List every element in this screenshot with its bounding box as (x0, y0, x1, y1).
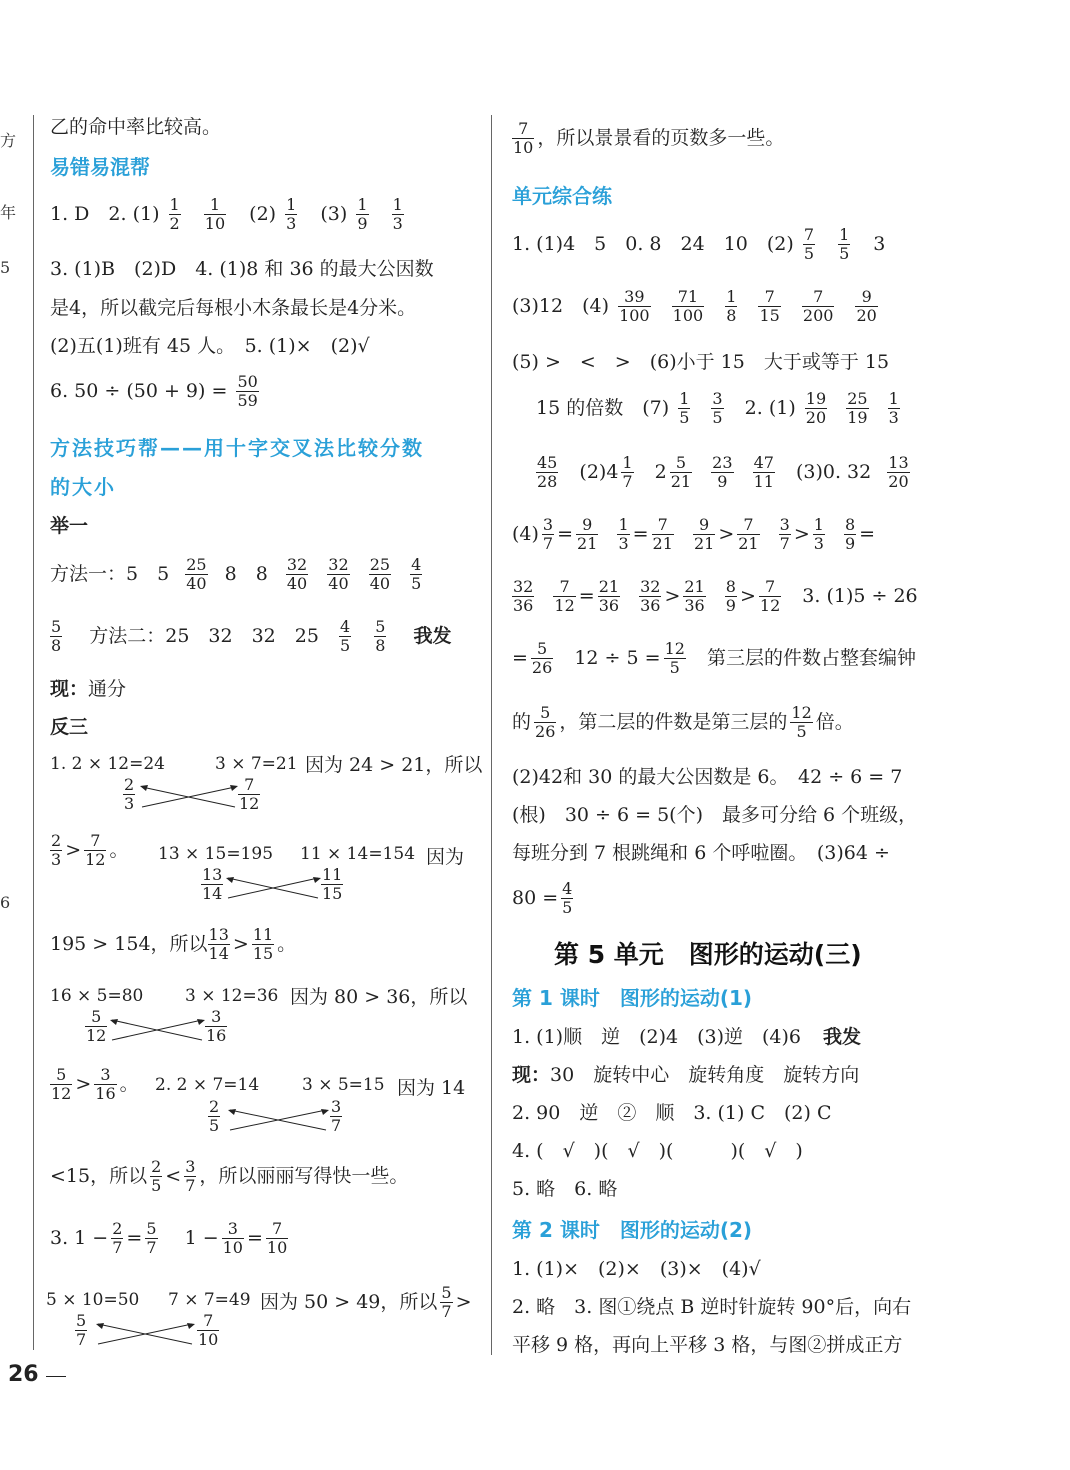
text: 的 (512, 710, 532, 733)
text-line: (根) 30 ÷ 6 = 5(个) 最多可分给 6 个班级， (512, 804, 918, 826)
lesson-heading: 第 2 课时 图形的运动(2) (512, 1218, 753, 1242)
fraction: $\frac{1}{3}$ (813, 515, 824, 554)
fraction: $\frac{1}{3}$ (888, 389, 899, 428)
text: 现： (512, 1064, 551, 1086)
fraction: $\frac{32}{36}$ (640, 577, 661, 616)
fraction: $\frac{5}{26}$ (535, 703, 556, 742)
fraction: $\frac{5}{7}$ (146, 1219, 157, 1258)
text: (3)0. 32 (795, 460, 872, 483)
section-heading: 方法技巧帮——用十字交叉法比较分数 (50, 436, 424, 460)
fraction: $\frac{1}{9}$ (357, 195, 368, 234)
edge-char: 年 (0, 203, 17, 222)
fraction: $\frac{8}{9}$ (844, 515, 856, 554)
text: 12 ÷ 5 = (574, 646, 661, 669)
unit-title: 第 5 单元 图形的运动(三) (554, 940, 862, 969)
text: 方法一：5 5 (50, 562, 170, 585)
answer-line (512, 288, 881, 326)
text: > (664, 584, 681, 607)
fraction: $\frac{1}{3}$ (392, 195, 403, 234)
cross-arrows (96, 1320, 196, 1348)
fraction: $\frac{7}{5}$ (803, 225, 815, 264)
fraction: $\frac{3}{7}$ (542, 515, 554, 554)
answer-line (512, 578, 918, 616)
text: = (126, 1226, 143, 1249)
cross-calc-left: 16 × 5=80 (50, 986, 144, 1006)
fraction: $\frac{11}{15}$ (252, 925, 274, 964)
text: = (557, 522, 574, 545)
text: (2)4 (579, 460, 619, 483)
edge-char: 5 (0, 258, 11, 277)
fraction: $\frac{9}{21}$ (577, 515, 598, 554)
fraction: $\frac{21}{36}$ (598, 577, 620, 616)
text: (4) (512, 522, 539, 545)
text: > (65, 838, 82, 861)
fraction: $\frac{19}{20}$ (805, 389, 827, 428)
cross-fraction-b: $\frac{3}{16}$ (206, 1007, 227, 1046)
fraction: $\frac{5}{12}$ (51, 1065, 72, 1104)
text: 因为 14 (397, 1077, 466, 1099)
text: > (739, 584, 756, 607)
text-line: (2)五(1)班有 45 人。 5. (1)× (2)√ (50, 335, 370, 357)
text-line: 2. 略 3. 图①绕点 B 逆时针旋转 90°后，向右 (512, 1296, 912, 1318)
text: 第三层的件数占整套编钟 (706, 646, 916, 669)
cross-arrows (228, 1106, 330, 1134)
text: 15 的倍数 (7) (536, 396, 670, 419)
cross-calc-right: 7 × 7=49 (168, 1290, 251, 1310)
cross-fraction-b: $\frac{3}{7}$ (331, 1097, 342, 1136)
text: > (793, 522, 810, 545)
cross-calc-left: 2. 2 × 7=14 (155, 1075, 260, 1095)
fraction: $\frac{7}{200}$ (802, 287, 834, 326)
cross-fraction-a: $\frac{5}{7}$ (76, 1311, 87, 1350)
page-number: 26 (8, 1362, 39, 1387)
answer-line (512, 516, 875, 554)
answer-line (50, 618, 451, 656)
fraction: $\frac{23}{9}$ (712, 453, 733, 492)
text-line: 是4，所以截完后每根小木条最长是4分米。 (50, 297, 417, 319)
text: 我发 (823, 1026, 862, 1048)
fraction: $\frac{7}{12}$ (759, 577, 781, 616)
cross-calc-right: 3 × 5=15 (302, 1075, 385, 1095)
fraction: $\frac{45}{28}$ (537, 453, 558, 492)
fraction: $\frac{5}{8}$ (51, 617, 62, 656)
text-line: 3. (1)B (2)D 4. (1)8 和 36 的最大公因数 (50, 258, 434, 280)
column-divider (491, 115, 492, 1355)
fraction: $\frac{1}{3}$ (618, 515, 629, 554)
fraction: $\frac{47}{11}$ (753, 453, 774, 492)
fraction: $\frac{50}{59}$ (237, 372, 258, 411)
answer-line (50, 1066, 139, 1104)
fraction: $\frac{1}{5}$ (839, 225, 850, 264)
text: 1. (1)4 5 0. 8 24 10 (2) (512, 232, 794, 255)
fraction: $\frac{1}{10}$ (204, 195, 226, 234)
answer-line (512, 704, 854, 742)
section-heading: 单元综合练 (512, 184, 612, 208)
text: 1. D 2. (1) (50, 202, 160, 225)
cross-calc-left: 5 × 10=50 (46, 1290, 140, 1310)
text: 195 > 154，所以 (50, 932, 208, 955)
fraction: $\frac{7}{21}$ (738, 515, 759, 554)
cross-calc-right: 3 × 12=36 (185, 986, 279, 1006)
text: 方法二：25 32 32 25 (89, 624, 319, 647)
cross-arrows (140, 782, 240, 812)
fraction: $\frac{32}{36}$ (513, 577, 534, 616)
text: 3. 1 − (50, 1226, 109, 1249)
text: <15，所以 (50, 1164, 148, 1187)
answer-line (536, 454, 913, 492)
text: 2 (654, 460, 667, 483)
fraction: $\frac{7}{15}$ (759, 287, 780, 326)
answer-line (512, 880, 576, 918)
text: 30 旋转中心 旋转角度 旋转方向 (550, 1064, 860, 1086)
text: 。 (119, 1072, 139, 1095)
text: ，所以丽丽写得快一些。 (199, 1164, 409, 1187)
text-line: 平移 9 格，再向上平移 3 格，与图②拼成正方 (512, 1334, 903, 1356)
text: (2) (249, 202, 277, 225)
fraction: $\frac{39}{100}$ (619, 287, 650, 326)
fraction: $\frac{7}{10}$ (513, 119, 534, 158)
fraction: $\frac{5}{26}$ (531, 639, 553, 678)
lesson-heading: 第 1 课时 图形的运动(1) (512, 986, 753, 1010)
fraction: $\frac{3}{10}$ (222, 1219, 243, 1258)
answer-line (50, 1158, 408, 1196)
text: = (578, 584, 595, 607)
sub-heading: 反三 (50, 716, 89, 738)
text: 80 = (512, 886, 559, 909)
answer-line (50, 556, 425, 594)
fraction: $\frac{4}{5}$ (562, 879, 573, 918)
fraction: $\frac{7}{12}$ (554, 577, 575, 616)
text: 因为 80 > 36，所以 (290, 986, 468, 1008)
text: 1. (1)顺 逆 (2)4 (3)逆 (4)6 (512, 1026, 801, 1048)
cross-fraction-b: $\frac{11}{15}$ (322, 865, 343, 904)
text: 3 (873, 232, 886, 255)
fraction: $\frac{1}{2}$ (169, 195, 180, 234)
fraction: $\frac{3}{5}$ (712, 389, 723, 428)
answer-line (50, 926, 296, 964)
cross-fraction-a: $\frac{5}{12}$ (86, 1007, 107, 1046)
fraction: $\frac{32}{40}$ (286, 555, 308, 594)
text: 因为 50 > 49，所以 (260, 1290, 438, 1313)
fraction: $\frac{71}{100}$ (672, 287, 704, 326)
answer-line (50, 1220, 291, 1258)
fraction: $\frac{25}{40}$ (186, 555, 207, 594)
page-number-rule (46, 1376, 66, 1377)
text: 1 − (184, 1226, 219, 1249)
text-line: 4. ( √ )( √ )( )( √ ) (512, 1140, 803, 1162)
text-line (512, 1066, 859, 1085)
fraction: $\frac{4}{5}$ (411, 555, 422, 594)
fraction: $\frac{32}{40}$ (328, 555, 349, 594)
text-line: 乙的命中率比较高。 (50, 116, 222, 138)
fraction: $\frac{1}{3}$ (286, 195, 297, 234)
fraction: $\frac{7}{21}$ (652, 515, 673, 554)
fraction: $\frac{13}{14}$ (208, 925, 229, 964)
section-heading: 的大小 (50, 475, 116, 499)
fraction: $\frac{5}{8}$ (375, 617, 386, 656)
fraction: $\frac{7}{10}$ (266, 1219, 288, 1258)
fraction: $\frac{1}{7}$ (622, 453, 633, 492)
answer-line (50, 373, 262, 411)
text: 通分 (88, 678, 127, 700)
sub-heading: 举一 (50, 515, 89, 537)
answer-line (50, 196, 407, 234)
text: 因为 (426, 846, 465, 868)
text: > (718, 522, 735, 545)
cross-fraction-b: $\frac{7}{10}$ (198, 1311, 219, 1350)
text: 。 (109, 838, 129, 861)
cross-arrows (226, 874, 322, 902)
text: > (455, 1290, 472, 1313)
text: 我发 (413, 624, 452, 647)
fraction: $\frac{8}{9}$ (725, 577, 736, 616)
cross-calc-right: 11 × 14=154 (300, 844, 416, 864)
text: = (632, 522, 649, 545)
section-heading: 易错易混帮 (50, 155, 150, 179)
fraction: $\frac{12}{5}$ (664, 639, 685, 678)
text: = (246, 1226, 263, 1249)
text: = (859, 522, 876, 545)
text: 8 8 (224, 562, 268, 585)
text: 因为 24 > 21，所以 (305, 754, 483, 776)
text: 。 (277, 932, 297, 955)
text-line (50, 680, 126, 699)
text-line: (5) > < > (6)小于 15 大于或等于 15 (512, 351, 890, 373)
text: 2. (1) (744, 396, 796, 419)
answer-line (512, 640, 916, 678)
cross-fraction-a: $\frac{13}{14}$ (202, 865, 223, 904)
text: > (75, 1072, 92, 1095)
edge-char: 6 (0, 893, 11, 912)
cross-arrows (110, 1016, 206, 1044)
fraction: $\frac{25}{19}$ (847, 389, 868, 428)
text: 现： (50, 678, 89, 700)
text: 3. (1)5 ÷ 26 (802, 584, 918, 607)
text: ，第二层的件数是第三层的 (559, 710, 788, 733)
fraction: $\frac{4}{5}$ (340, 617, 351, 656)
fraction: $\frac{9}{21}$ (693, 515, 715, 554)
text-line: 5. 略 6. 略 (512, 1178, 618, 1200)
cross-calc-right: 3 × 7=21 (215, 754, 298, 774)
fraction: $\frac{9}{20}$ (856, 287, 877, 326)
answer-line (512, 226, 885, 264)
fraction: $\frac{25}{40}$ (369, 555, 391, 594)
text: = (512, 646, 528, 669)
text: ，所以景景看的页数多一些。 (537, 126, 785, 149)
text: (3) (320, 202, 348, 225)
text-line (512, 1028, 861, 1047)
text: < (165, 1164, 182, 1187)
fraction: $\frac{12}{5}$ (791, 703, 812, 742)
edge-char: 方 (0, 131, 17, 150)
text-line: 每班分到 7 根跳绳和 6 个呼啦圈。 (3)64 ÷ (512, 842, 890, 864)
cross-fraction-a: $\frac{2}{5}$ (209, 1097, 220, 1136)
text: > (232, 932, 249, 955)
left-divider (33, 115, 34, 1350)
fraction: $\frac{2}{7}$ (112, 1219, 123, 1258)
answer-line (260, 1284, 472, 1322)
fraction: $\frac{3}{16}$ (95, 1065, 116, 1104)
text: 倍。 (815, 710, 854, 733)
answer-line (50, 832, 128, 870)
fraction: $\frac{13}{20}$ (888, 453, 909, 492)
text: 6. 50 ÷ (50 + 9) = (50, 379, 228, 402)
text-line: 1. (1)× (2)× (3)× (4)√ (512, 1258, 761, 1280)
fraction: $\frac{2}{3}$ (51, 831, 62, 870)
text-line: (2)42和 30 的最大公因数是 6。 42 ÷ 6 = 7 (512, 766, 903, 788)
cross-calc-left: 1. 2 × 12=24 (50, 754, 165, 774)
fraction: $\frac{5}{7}$ (441, 1283, 452, 1322)
fraction: $\frac{3}{7}$ (185, 1157, 196, 1196)
text: (3)12 (4) (512, 294, 610, 317)
fraction: $\frac{5}{21}$ (670, 453, 692, 492)
cross-calc-left: 13 × 15=195 (158, 844, 274, 864)
cross-fraction-a: $\frac{2}{3}$ (124, 775, 135, 814)
fraction: $\frac{1}{5}$ (679, 389, 690, 428)
fraction: $\frac{21}{36}$ (684, 577, 705, 616)
text-line: 2. 90 逆 ② 顺 3. (1) C (2) C (512, 1102, 832, 1124)
answer-line (536, 390, 903, 428)
fraction: $\frac{1}{8}$ (726, 287, 737, 326)
fraction: $\frac{7}{12}$ (85, 831, 106, 870)
fraction: $\frac{2}{5}$ (151, 1157, 162, 1196)
answer-line (512, 120, 784, 158)
fraction: $\frac{3}{7}$ (779, 515, 790, 554)
cross-fraction-b: $\frac{7}{12}$ (239, 775, 260, 814)
